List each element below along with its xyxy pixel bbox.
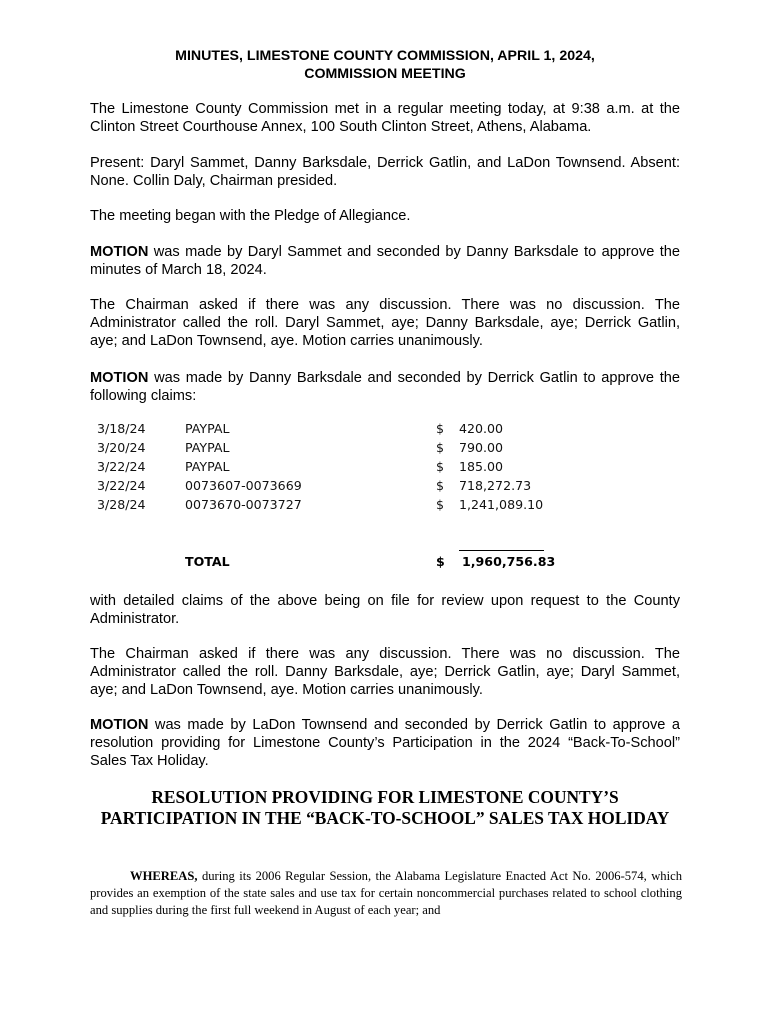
motion-2-paragraph — [90, 369, 680, 405]
motion-1-paragraph — [90, 243, 680, 279]
detailed-claims-paragraph: with detailed claims of the above being on file for review upon request to the County Administrator. — [90, 593, 680, 627]
claim-row — [0, 478, 770, 497]
claim-date: 3/20/24 — [97, 440, 146, 455]
whereas-paragraph — [90, 868, 682, 919]
claim-payee: 0073670-0073727 — [185, 497, 302, 512]
whereas-text: during its 2006 Regular Session, the Alabama Legislature Enacted Act No. 2006-574, which provides an exemption of the state sales and use tax for certain noncommercial purchases related to school clothing and supplies during the first full weekend in August of each year; and — [90, 869, 682, 917]
roll-call-1-paragraph: The Chairman asked if there was any discussion. There was no discussion. The Administrator called the roll. Daryl Sammet, aye; Danny Barksdale, aye; Derrick Gatlin, aye; and LaDon Townsend, aye. Motion carries unanimously. — [90, 297, 680, 349]
claim-payee: PAYPAL — [185, 440, 230, 455]
motion-3-text: was made by LaDon Townsend and seconded by Derrick Gatlin to approve a resolution providing for Limestone County’s Participation in the 2024 “Back-To-School” Sales Tax Holiday. — [90, 717, 680, 769]
motion-3-lead: MOTION — [90, 717, 149, 733]
claim-dollar-sign: $ — [436, 478, 445, 493]
claims-total-row — [0, 554, 770, 574]
total-amount: 1,960,756.83 — [462, 554, 556, 569]
motion-3-paragraph — [90, 716, 680, 770]
claim-row — [0, 440, 770, 459]
motion-2-lead: MOTION — [90, 370, 149, 386]
document-title — [90, 47, 680, 83]
claim-amount: 790.00 — [459, 440, 504, 455]
claim-payee: PAYPAL — [185, 421, 230, 436]
claim-date: 3/22/24 — [97, 459, 146, 474]
claim-dollar-sign: $ — [436, 497, 445, 512]
total-dollar-sign: $ — [436, 554, 445, 569]
total-underline — [459, 550, 544, 551]
motion-1-text: was made by Daryl Sammet and seconded by Danny Barksdale to approve the minutes of March 18, 2024. — [90, 244, 680, 278]
motion-1-lead: MOTION — [90, 244, 149, 260]
claim-dollar-sign: $ — [436, 421, 445, 436]
whereas-lead: WHEREAS, — [130, 869, 198, 883]
motion-2-text: was made by Danny Barksdale and seconded by Derrick Gatlin to approve the following claims: — [90, 370, 680, 404]
claim-row — [0, 459, 770, 478]
resolution-title: RESOLUTION PROVIDING FOR LIMESTONE COUNTY’S PARTICIPATION IN THE “BACK-TO-SCHOOL” SALES TAX HOLIDAY — [100, 787, 670, 828]
claim-amount: 718,272.73 — [459, 478, 532, 493]
claim-row — [0, 421, 770, 440]
claim-payee: 0073607-0073669 — [185, 478, 302, 493]
claim-dollar-sign: $ — [436, 440, 445, 455]
claim-payee: PAYPAL — [185, 459, 230, 474]
claim-row — [0, 497, 770, 516]
total-label: TOTAL — [185, 554, 230, 569]
claim-amount: 1,241,089.10 — [459, 497, 544, 512]
present-paragraph: Present: Daryl Sammet, Danny Barksdale, Derrick Gatlin, and LaDon Townsend. Absent: None. Collin Daly, Chairman presided. — [90, 155, 680, 189]
claim-amount: 420.00 — [459, 421, 504, 436]
meeting-paragraph: The Limestone County Commission met in a regular meeting today, at 9:38 a.m. at the Clinton Street Courthouse Annex, 100 South Clinton Street, Athens, Alabama. — [90, 101, 680, 135]
title-line-1: MINUTES, LIMESTONE COUNTY COMMISSION, APRIL 1, 2024, — [175, 48, 595, 64]
roll-call-2-paragraph: The Chairman asked if there was any discussion. There was no discussion. The Administrator called the roll. Danny Barksdale, aye; Derrick Gatlin, aye; Daryl Sammet, aye; and LaDon Townsend, aye. Motion carries unanimously. — [90, 646, 680, 698]
claim-date: 3/18/24 — [97, 421, 146, 436]
claim-dollar-sign: $ — [436, 459, 445, 474]
claim-date: 3/28/24 — [97, 497, 146, 512]
pledge-paragraph: The meeting began with the Pledge of Allegiance. — [90, 208, 411, 224]
title-line-2: COMMISSION MEETING — [304, 66, 466, 82]
claim-amount: 185.00 — [459, 459, 504, 474]
claim-date: 3/22/24 — [97, 478, 146, 493]
